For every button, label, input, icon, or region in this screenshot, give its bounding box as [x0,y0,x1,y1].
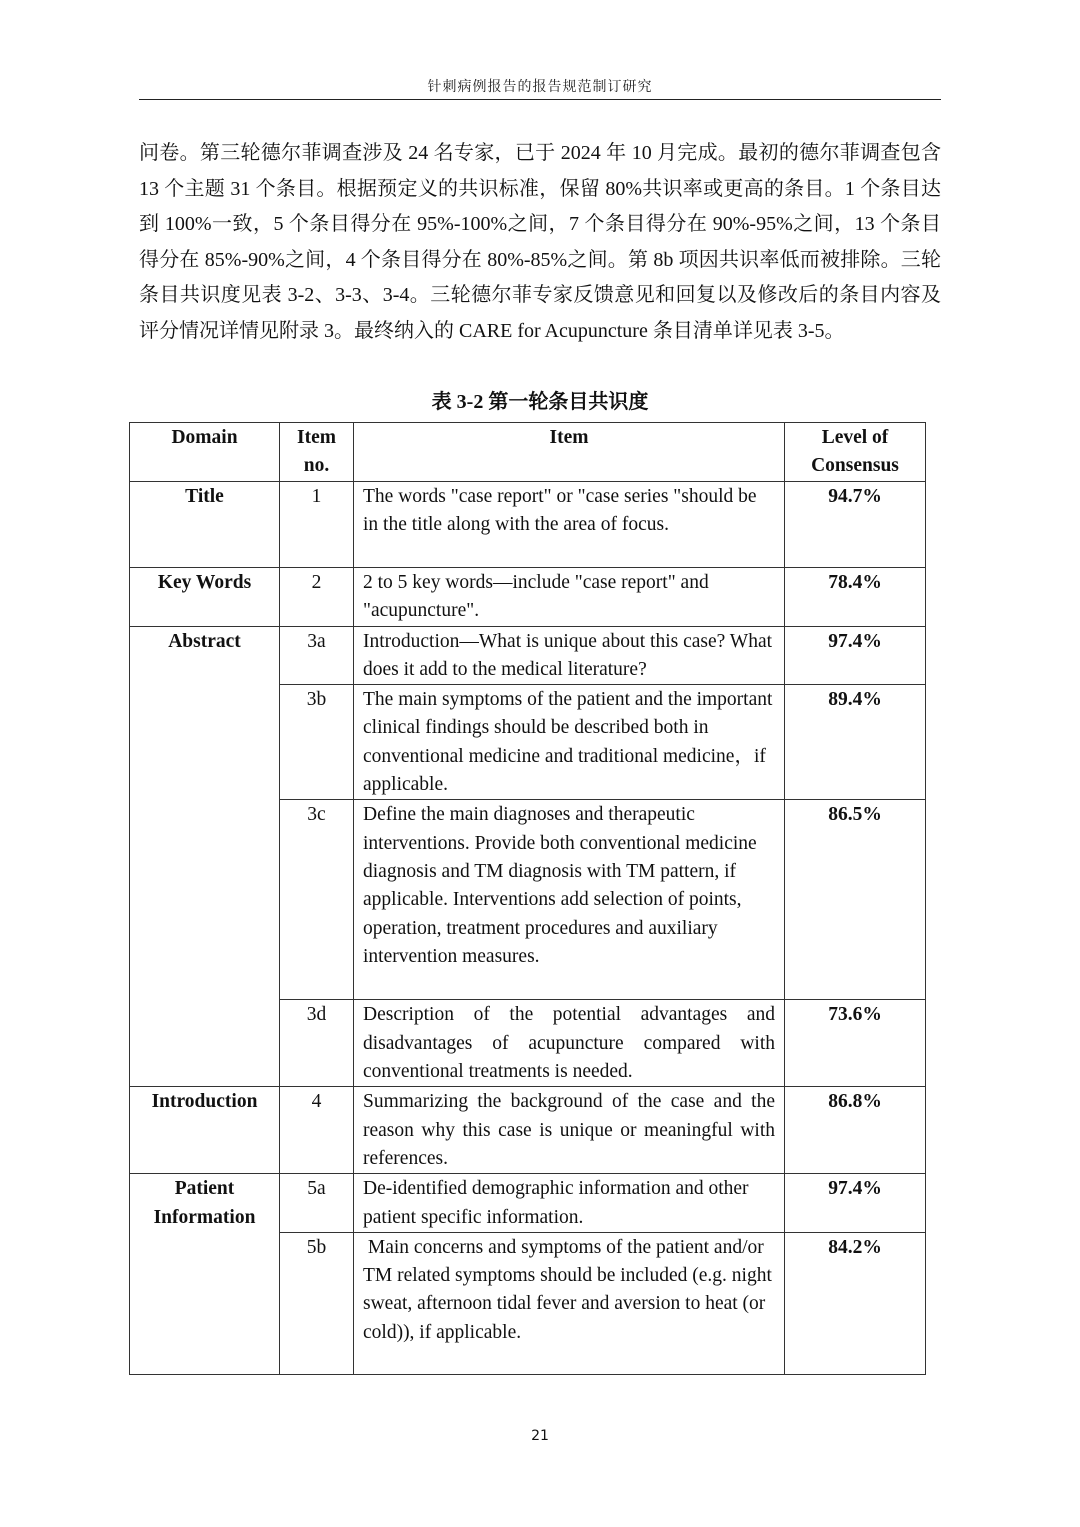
domain-cell: Patient Information [130,1174,280,1375]
table-header-row [130,423,926,482]
running-header: 针刺病例报告的报告规范制订研究 [427,80,653,95]
col-header-item-no: Item no. [280,423,354,482]
level-cell: 84.2% [785,1232,926,1374]
table-row [130,1174,926,1233]
item-no-cell: 3d [280,1000,354,1087]
level-cell: 97.4% [785,626,926,685]
level-cell: 78.4% [785,567,926,626]
item-no-cell: 5b [280,1232,354,1374]
item-cell: Description of the potential advantages and disadvantages of acupuncture compared with conventional treatments is needed. [354,1000,785,1087]
item-no-cell: 4 [280,1087,354,1174]
item-cell: The words "case report" or "case series "should be in the title along with the area of focus. [354,481,785,567]
item-cell: 2 to 5 key words—include "case report" and "acupuncture". [354,567,785,626]
body-paragraph: 问卷。第三轮德尔菲调查涉及 24 名专家，已于 2024 年 10 月完成。最初的德尔菲调查包含 13 个主题 31 个条目。根据预定义的共识标准，保留 80%共识率或更高的条目。1 个条目达到 100%一致，5 个条目得分在 95%-100%之间，7 个条目得分在 90%-95%之间，13 个条目得分在 85%-90%之间，4 个条目得分在 80%-85%之间。第 8b 项因共识率低而被排除。三轮条目共识度见表 3-2、3-3、3-4。三轮德尔菲专家反馈意见和回复以及修改后的条目内容及评分情况详情见附录 3。最终纳入的 CARE for Acupuncture 条目清单详见表 3-5。 [139,142,941,342]
item-no-cell: 3c [280,800,354,1000]
item-no-cell: 3b [280,685,354,800]
item-cell: Introduction—What is unique about this case? What does it add to the medical literature? [354,626,785,685]
table-row [130,567,926,626]
col-header-item: Item [354,423,785,482]
item-no-cell: 1 [280,481,354,567]
level-cell: 94.7% [785,481,926,567]
item-no-cell: 2 [280,567,354,626]
level-cell: 86.5% [785,800,926,1000]
domain-cell: Key Words [130,567,280,626]
level-cell: 73.6% [785,1000,926,1087]
table-row [130,626,926,685]
item-cell: De-identified demographic information and other patient specific information. [354,1174,785,1233]
level-cell: 97.4% [785,1174,926,1233]
item-cell: Define the main diagnoses and therapeutic interventions. Provide both conventional medicine diagnosis and TM diagnosis with TM pattern, if applicable. Interventions add selection of points, operation, treatment procedures and auxiliary intervention measures. [354,800,785,1000]
table-row [130,1087,926,1174]
domain-cell: Abstract [130,626,280,1087]
header-rule [139,99,941,100]
item-no-cell: 3a [280,626,354,685]
col-header-domain: Domain [130,423,280,482]
level-cell: 86.8% [785,1087,926,1174]
domain-cell: Title [130,481,280,567]
page-number: 21 [531,1428,549,1444]
item-cell: Summarizing the background of the case and the reason why this case is unique or meaningful with references. [354,1087,785,1174]
item-cell: The main symptoms of the patient and the important clinical findings should be described both in conventional medicine and traditional medicine，if applicable. [354,685,785,800]
domain-cell: Introduction [130,1087,280,1174]
item-no-cell: 5a [280,1174,354,1233]
level-cell: 89.4% [785,685,926,800]
item-cell: Main concerns and symptoms of the patient and/or TM related symptoms should be included (e.g. night sweat, afternoon tidal fever and aversion to heat (or cold)), if applicable. [354,1232,785,1374]
table-row [130,481,926,567]
col-header-level: Level of Consensus [785,423,926,482]
consensus-table [129,422,926,1375]
table-caption: 表 3-2 第一轮条目共识度 [431,391,649,413]
